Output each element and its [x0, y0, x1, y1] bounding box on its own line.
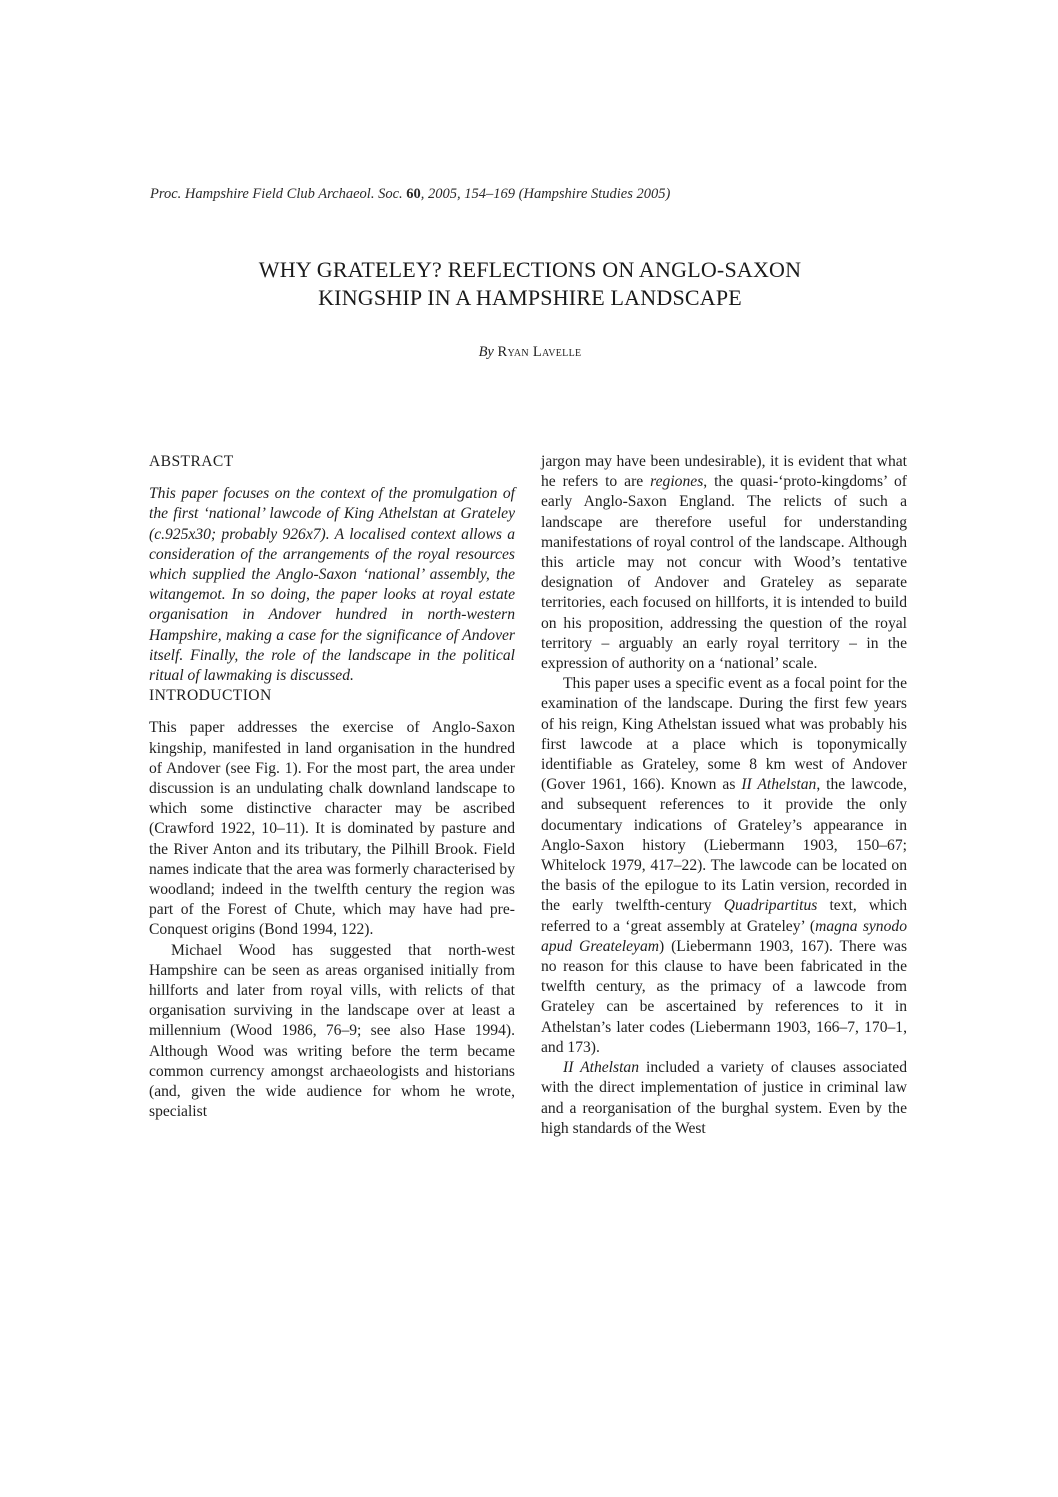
author-name: Ryan Lavelle [497, 344, 582, 360]
abstract-heading: ABSTRACT [149, 453, 234, 470]
italic-term: II Athelstan [741, 776, 817, 794]
text-run: , the lawcode, and subsequent references to it provide the only documentary indications of Grateley’s appearance in Anglo-Saxon history (Liebermann 1903, 150–67; Whitelock 1979, 417–22). The lawcode can be located on the basis of the epilogue to its Latin version, recorded in the early twelfth-century [541, 776, 907, 915]
left-column [149, 452, 515, 1123]
byline-by: By [478, 344, 494, 360]
italic-term: II Athelstan [563, 1059, 640, 1077]
italic-term: Quadripartitus [723, 897, 818, 915]
byline [120, 344, 940, 361]
title-line-1: WHY GRATELEY? REFLECTIONS ON ANGLO-SAXON [258, 257, 802, 282]
running-head [150, 186, 910, 203]
text-run: included a variety of clauses associated with the direct implementation of justice in criminal law and a reorganisation of the burghal system. Even by the high standards of the West [541, 1059, 908, 1137]
text-run: ) (Liebermann 1903, 167). There was no reason for this clause to have been fabricated in the twelfth century, as the primacy of a lawcode from Grateley can be ascertained by references to it in Athelstan’s later codes (Liebermann 1903, 166–7, 170–1, and 173). [541, 937, 908, 1056]
intro-paragraph-1: This paper addresses the exercise of Anglo-Saxon kingship, manifested in land organisation in the hundred of Andover (see Fig. 1). For the most part, the area under discussion is an undulating chalk downland landscape to which some distinctive character may be ascribed (Crawford 1922, 10–11). It is dominated by pasture and the River Anton and its tributary, the Pilhill Brook. Field names indicate that the area was formerly characterised by woodland; indeed in the twelfth century the region was part of the Forest of Chute, which may have had pre-Conquest origins (Bond 1994, 122). [149, 719, 515, 939]
text-run: This paper uses a specific event as a focal point for the examination of the landscape. During the first few years of his reign, King Athelstan issued what was probably his first lawcode at a place which is toponymically identifiable as Grateley, some 8 km west of Andover (Gover 1961, 166). Known as [541, 675, 907, 794]
right-column [541, 452, 907, 1139]
italic-term: regiones [650, 473, 704, 491]
right-paragraph-2 [541, 674, 907, 1058]
abstract-text: This paper focuses on the context of the promulgation of the first ‘national’ lawcode of King Athelstan at Grateley (c.925x30; probably 926x7). A localised context allows a consideration of the arrangements of the royal resources which supplied the Anglo-Saxon ‘national’ assembly, the witangemot. In so doing, the paper looks at royal estate organisation in Andover hundred in north-western Hampshire, making a case for the significance of Andover itself. Finally, the role of the landscape in the political ritual of lawmaking is discussed. [149, 485, 515, 685]
journal-name: Proc. Hampshire Field Club Archaeol. Soc. [150, 186, 403, 202]
right-paragraph-3 [541, 1058, 907, 1139]
text-run: , the quasi-‘proto-kingdoms’ of early Anglo-Saxon England. The relicts of such a landscape are therefore useful for understanding manifestations of royal control of the landscape. Although this article may not concur with Wood’s tentative designation of Andover and Grateley as separate territories, each focused on hillforts, it is intended to build on his proposition, addressing the question of the royal territory – arguably an early royal territory – in the expression of authority on a ‘national’ scale. [541, 473, 907, 673]
right-paragraph-1 [541, 452, 907, 674]
text-run: text, which referred to a ‘great assembly at Grateley’ ( [541, 897, 907, 935]
journal-volume: 60 [406, 186, 421, 202]
italic-term: magna synodo apud Greateleyam [541, 917, 907, 955]
intro-paragraph-2: Michael Wood has suggested that north-west Hampshire can be seen as areas organised initially from hillforts and later from royal vills, with relicts of that organisation surviving in the landscape over at least a millennium (Wood 1986, 76–9; see also Hase 1994). Although Wood was writing before the term became common currency amongst archaeologists and historians (and, given the wide audience for whom he wrote, specialist [149, 941, 515, 1121]
article-title [120, 256, 940, 312]
journal-pages: , 2005, 154–169 (Hampshire Studies 2005) [420, 186, 671, 202]
text-run: jargon may have been undesirable), it is evident that what he refers to are [541, 453, 907, 491]
title-line-2: KINGSHIP IN A HAMPSHIRE LANDSCAPE [318, 285, 742, 310]
introduction-heading: INTRODUCTION [149, 687, 272, 705]
